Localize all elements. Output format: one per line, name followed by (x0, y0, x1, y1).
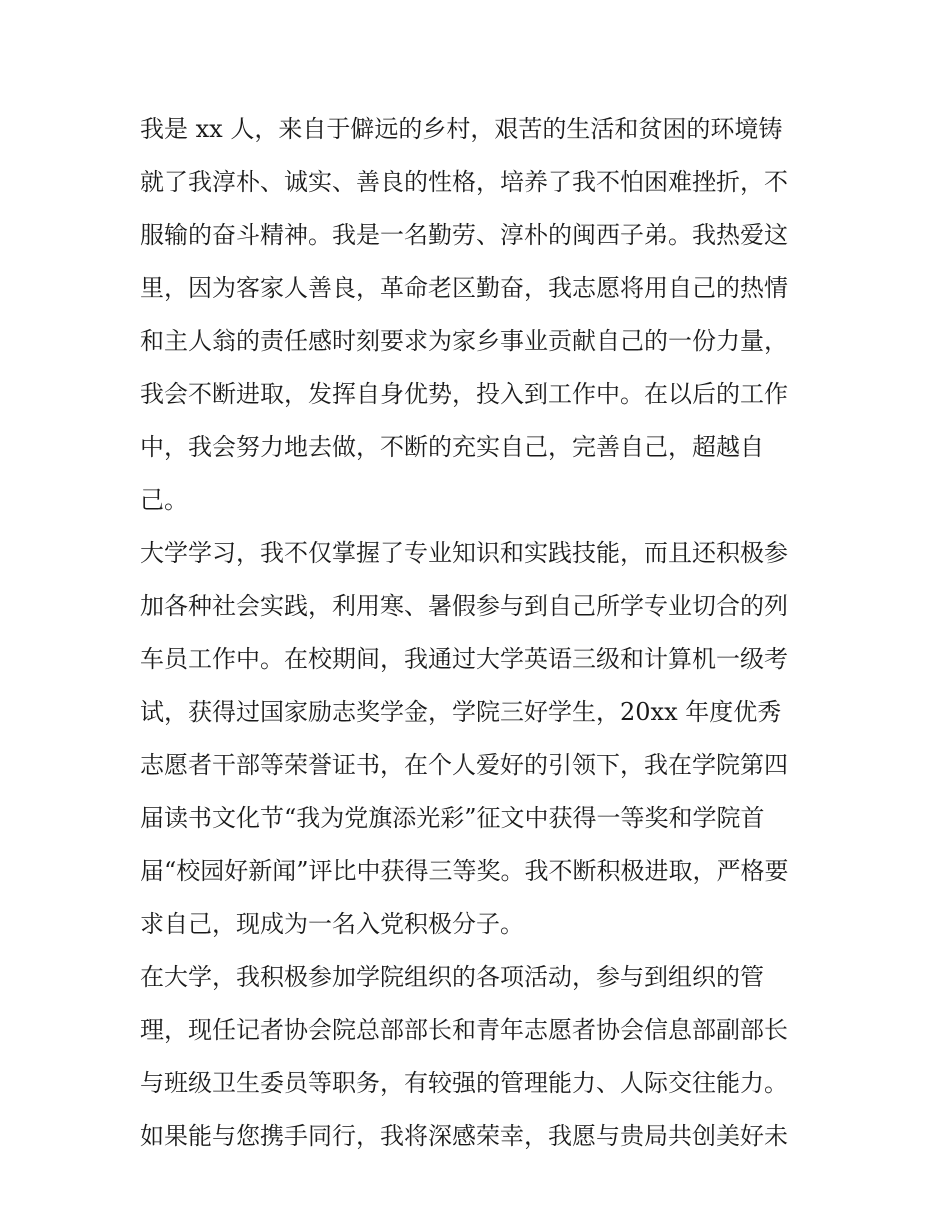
document-body (140, 103, 820, 1163)
text-line: 志愿者干部等荣誉证书，在个人爱好的引领下，我在学院第四 (140, 751, 788, 779)
text-line: 己。 (140, 486, 188, 514)
text-line: 试，获得过国家励志奖学金，学院三好学生，20xx 年度优秀 (140, 698, 782, 726)
text-line: 中，我会努力地去做，不断的充实自己，完善自己，超越自 (140, 433, 764, 461)
text-line: 服输的奋斗精神。我是一名勤劳、淳朴的闽西子弟。我热爱这 (140, 221, 788, 249)
text-line: 里，因为客家人善良，革命老区勤奋，我志愿将用自己的热情 (140, 274, 788, 302)
text-line: 在大学，我积极参加学院组织的各项活动，参与到组织的管 (140, 963, 764, 991)
text-line: 加各种社会实践，利用寒、暑假参与到自己所学专业切合的列 (140, 592, 788, 620)
text-line: 与班级卫生委员等职务，有较强的管理能力、人际交往能力。 (140, 1069, 788, 1097)
text-line: 大学学习，我不仅掌握了专业知识和实践技能，而且还积极参 (140, 539, 788, 567)
paragraph-2 (140, 527, 820, 951)
paragraph-1 (140, 103, 820, 527)
text-line: 我会不断进取，发挥自身优势，投入到工作中。在以后的工作 (140, 380, 788, 408)
text-line: 如果能与您携手同行，我将深感荣幸，我愿与贵局共创美好未 (140, 1122, 788, 1150)
text-line: 届读书文化节“我为党旗添光彩”征文中获得一等奖和学院首 (140, 804, 765, 832)
text-line: 求自己，现成为一名入党积极分子。 (140, 910, 524, 938)
text-line: 就了我淳朴、诚实、善良的性格，培养了我不怕困难挫折，不 (140, 168, 788, 196)
text-line: 我是 xx 人，来自于僻远的乡村，艰苦的生活和贫困的环境铸 (140, 115, 783, 143)
text-line: 届“校园好新闻”评比中获得三等奖。我不断积极进取，严格要 (140, 857, 789, 885)
text-line: 和主人翁的责任感时刻要求为家乡事业贡献自己的一份力量， (140, 327, 788, 355)
text-line: 理，现任记者协会院总部部长和青年志愿者协会信息部副部长 (140, 1016, 788, 1044)
paragraph-3 (140, 951, 820, 1163)
text-line: 车员工作中。在校期间，我通过大学英语三级和计算机一级考 (140, 645, 788, 673)
